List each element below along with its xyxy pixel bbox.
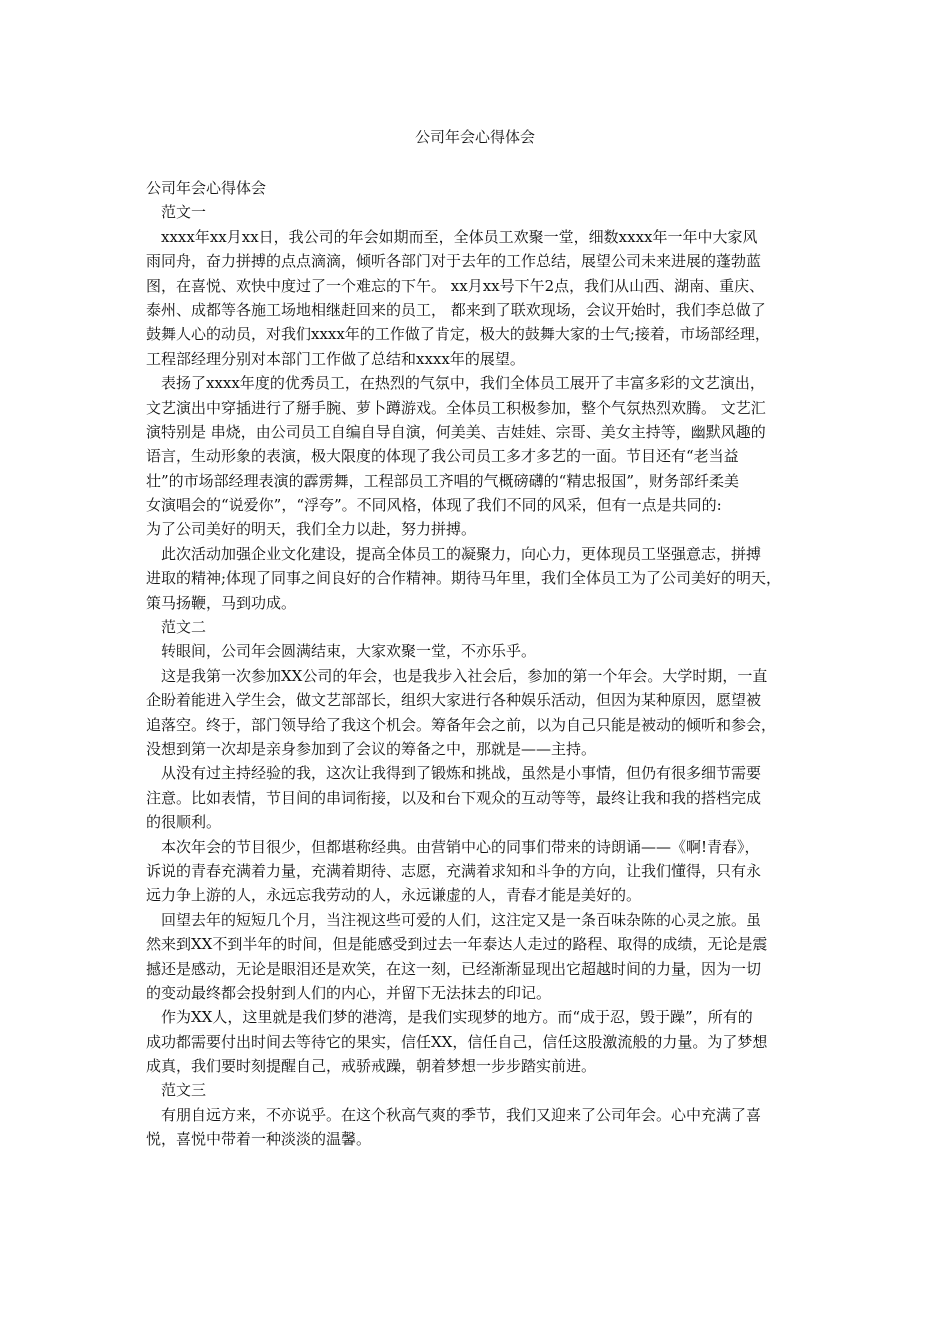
text-line: 范文一 xyxy=(161,203,207,222)
text-line: 没想到第一次却是亲身参加到了会议的筹备之中，那就是——主持。 xyxy=(146,739,597,758)
text-line: 的很顺利。 xyxy=(146,813,222,832)
text-line: 演特别是 串烧，由公司员工自编自导自演，何美美、吉娃娃、宗哥、美女主持等，幽默风趣的 xyxy=(146,422,766,441)
text-line: 回望去年的短短几个月，当注视这些可爱的人们，这注定又是一条百味杂陈的心灵之旅。虽 xyxy=(161,910,762,929)
text-line: 然来到XX不到半年的时间，但是能感受到过去一年泰达人走过的路程、取得的成绩，无论是震 xyxy=(146,935,768,954)
text-line: 的变动最终都会投射到人们的内心，并留下无法抹去的印记。 xyxy=(146,983,552,1002)
text-line: 这是我第一次参加XX公司的年会，也是我步入社会后，参加的第一个年会。大学时期，一直 xyxy=(161,666,768,685)
text-line: 转眼间，公司年会圆满结束，大家欢聚一堂，不亦乐乎。 xyxy=(161,642,537,661)
document-title: 公司年会心得体会 xyxy=(414,128,535,146)
text-line: 作为XX人，这里就是我们梦的港湾，是我们实现梦的地方。而“成于忍，毁于躁”，所有的 xyxy=(161,1008,753,1027)
text-line: 成功都需要付出时间去等待它的果实，信任XX，信任自己，信任这股激流般的力量。为了梦想 xyxy=(146,1032,768,1051)
text-line: 表扬了xxxx年度的优秀员工，在热烈的气氛中，我们全体员工展开了丰富多彩的文艺演出， xyxy=(161,374,765,393)
text-line: 壮”的市场部经理表演的霹雳舞，工程部员工齐唱的气概磅礴的“精忠报国”，财务部纤柔美 xyxy=(146,471,740,490)
text-line: 为了公司美好的明天，我们全力以赴，努力拼搏。 xyxy=(146,520,477,539)
document-body xyxy=(146,176,811,1152)
text-line: 企盼着能进入学生会，做文艺部部长，组织大家进行各种娱乐活动，但因为某种原因，愿望被 xyxy=(146,691,762,710)
text-line: 语言，生动形象的表演，极大限度的体现了我公司员工多才多艺的一面。节目还有“老当益 xyxy=(146,447,739,466)
text-line: 注意。比如表情，节目间的串词衔接，以及和台下观众的互动等等，最终让我和我的搭档完成 xyxy=(146,788,762,807)
text-line: 此次活动加强企业文化建设，提高全体员工的凝聚力，向心力，更体现员工坚强意志，拼搏 xyxy=(161,544,762,563)
text-line: 有朋自远方来，不亦说乎。在这个秋高气爽的季节，我们又迎来了公司年会。心中充满了喜 xyxy=(161,1105,762,1124)
text-line: xxxx年xx月xx日，我公司的年会如期而至，全体员工欢聚一堂，细数xxxx年一年中大家风 xyxy=(161,227,758,246)
text-line: 文艺演出中穿插进行了掰手腕、萝卜蹲游戏。全体员工积极参加，整个气氛热烈欢腾。 文艺汇 xyxy=(146,398,766,417)
text-line: 诉说的青春充满着力量，充满着期待、志愿，充满着求知和斗争的方向，让我们懂得，只有永 xyxy=(146,861,762,880)
text-line: 撼还是感动，无论是眼泪还是欢笑，在这一刻，已经渐渐显现出它超越时间的力量，因为一切 xyxy=(146,959,762,978)
text-line: 进取的精神;体现了同事之间良好的合作精神。期待马年里，我们全体员工为了公司美好的明天， xyxy=(146,569,782,588)
text-line: 泰州、成都等各施工场地相继赶回来的员工， 都来到了联欢现场，会议开始时，我们李总做了 xyxy=(146,300,766,319)
text-line: 范文二 xyxy=(161,618,207,637)
text-line: 范文三 xyxy=(161,1081,207,1100)
text-line: 雨同舟，奋力拼搏的点点滴滴，倾听各部门对于去年的工作总结，展望公司未来进展的蓬勃蓝 xyxy=(146,252,762,271)
text-line: 女演唱会的“说爱你”，“浮夸”。不同风格，体现了我们不同的风采，但有一点是共同的: xyxy=(146,496,722,515)
text-line: 成真，我们要时刻提醒自己，戒骄戒躁，朝着梦想一步步踏实前进。 xyxy=(146,1057,597,1076)
text-line: 策马扬鞭，马到功成。 xyxy=(146,593,297,612)
text-line: 图，在喜悦、欢快中度过了一个难忘的下午。 xx月xx号下午2点，我们从山西、湖南、重庆、 xyxy=(146,276,765,295)
text-line: 从没有过主持经验的我，这次让我得到了锻炼和挑战，虽然是小事情，但仍有很多细节需要 xyxy=(161,764,762,783)
text-line: 远力争上游的人，永远忘我劳动的人，永远谦虚的人，青春才能是美好的。 xyxy=(146,886,642,905)
text-line: 鼓舞人心的动员，对我们xxxx年的工作做了肯定，极大的鼓舞大家的士气;接着，市场部经理， xyxy=(146,325,770,344)
text-line: 本次年会的节目很少，但都堪称经典。由营销中心的同事们带来的诗朗诵——《啊!青春》， xyxy=(161,837,760,856)
text-line: 悦，喜悦中带着一种淡淡的温馨。 xyxy=(146,1130,372,1149)
text-line: 追落空。终于，部门领导给了我这个机会。筹备年会之前，以为自己只能是被动的倾听和参会， xyxy=(146,715,777,734)
text-line: 公司年会心得体会 xyxy=(146,179,267,197)
text-line: 工程部经理分别对本部门工作做了总结和xxxx年的展望。 xyxy=(146,349,525,368)
